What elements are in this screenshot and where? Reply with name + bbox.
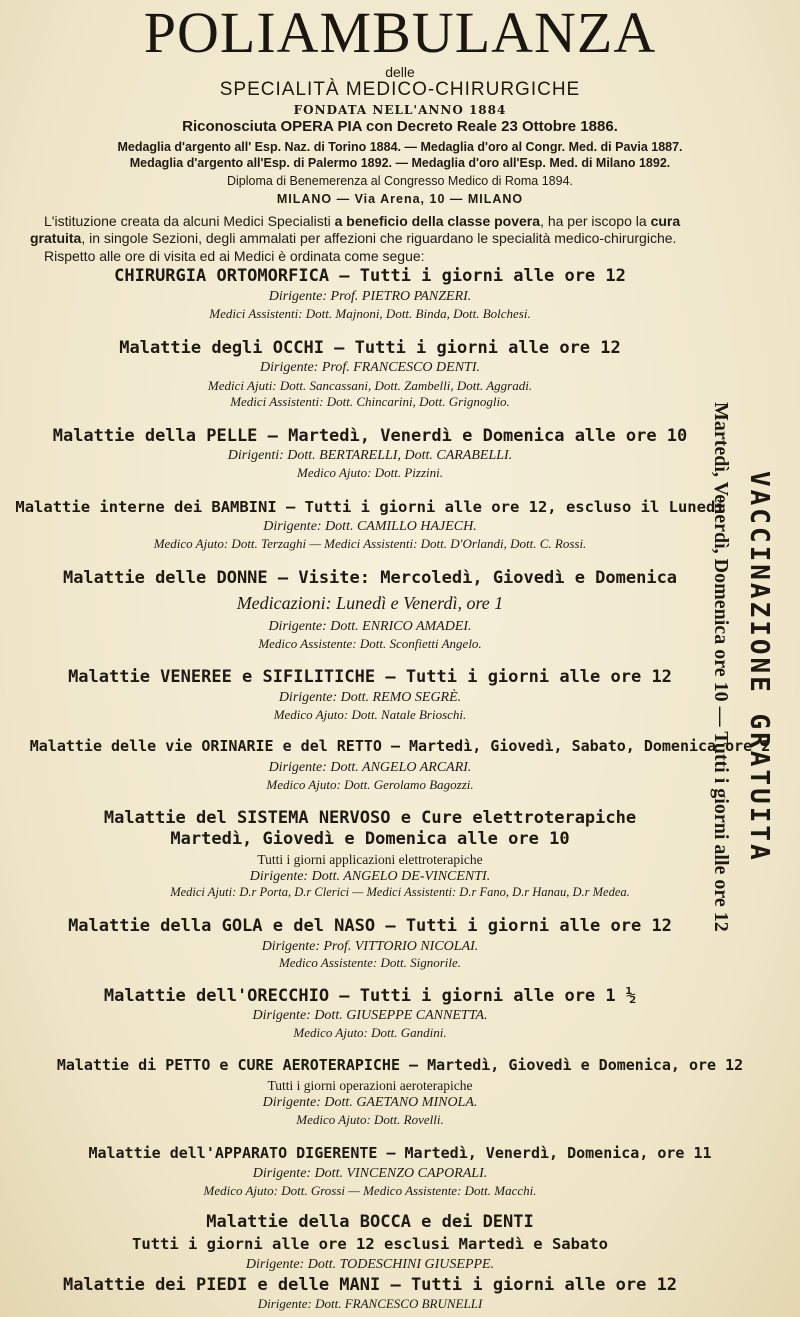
dept-director: Dirigente: Dott. GAETANO MINOLA. bbox=[262, 1095, 478, 1110]
dept-staff: Medici Assistenti: Dott. Majnoni, Dott. Binda, Dott. Bolchesi. bbox=[209, 306, 531, 321]
dept-heading: Malattie delle vie ORINARIE e del RETTO — Martedì, Giovedì, Sabato, Domenica ore 2 bbox=[29, 737, 771, 755]
dept-director: Dirigente: Dott. FRANCESCO BRUNELLI bbox=[257, 1296, 483, 1311]
recognition-line: Riconosciuta OPERA PIA con Decreto Reale 23 Ottobre 1886. bbox=[182, 118, 618, 135]
dept-staff: Medico Assistente: Dott. Sconfietti Angelo. bbox=[258, 636, 482, 651]
vaccination-banner-schedule: Martedì, Venerdì, Domenica ore 10 — Tutti i giorni alle ore 12 bbox=[710, 402, 732, 932]
dept-heading-secondary: Tutti i giorni alle ore 12 esclusi Martedì e Sabato bbox=[132, 1235, 608, 1253]
page-subtitle: SPECIALITÀ MEDICO-CHIRURGICHE bbox=[219, 79, 581, 100]
dept-heading: Malattie della BOCCA e dei DENTI bbox=[206, 1212, 534, 1232]
dept-staff: Medici Assistenti: Dott. Chincarini, Dott. Grignoglio. bbox=[230, 394, 510, 409]
vaccination-banner-title: VACCINAZIONE GRATUITA bbox=[744, 471, 774, 863]
dept-heading-secondary: Martedì, Giovedì e Domenica alle ore 10 bbox=[170, 829, 570, 849]
dept-heading: Malattie della PELLE — Martedì, Venerdì e Domenica alle ore 10 bbox=[52, 426, 688, 446]
dept-heading: Malattie del SISTEMA NERVOSO e Cure elettroterapiche bbox=[103, 808, 637, 828]
dept-director: Dirigenti: Dott. BERTARELLI, Dott. CARABELLI. bbox=[227, 448, 513, 463]
dept-note: Tutti i giorni operazioni aeroterapiche bbox=[267, 1078, 473, 1093]
dept-note: Tutti i giorni applicazioni elettroterapiche bbox=[257, 852, 483, 867]
dept-heading: Malattie dell'APPARATO DIGERENTE — Martedì, Venerdì, Domenica, ore 11 bbox=[88, 1144, 712, 1162]
dept-heading: Malattie delle DONNE — Visite: Mercoledì, Giovedì e Domenica bbox=[62, 568, 678, 588]
title-connector: delle bbox=[385, 64, 415, 80]
medals-line-2: Medaglia d'argento all'Esp. di Palermo 1892. — Medaglia d'oro all'Esp. Med. di Milano 1892. bbox=[129, 156, 671, 170]
dept-staff: Medico Assistente: Dott. Signorile. bbox=[278, 955, 462, 970]
dept-director: Dirigente: Dott. TODESCHINI GIUSEPPE. bbox=[245, 1257, 495, 1272]
dept-director: Dirigente: Dott. ENRICO AMADEI. bbox=[268, 619, 472, 634]
intro-paragraph bbox=[30, 213, 730, 247]
dept-heading: Malattie degli OCCHI — Tutti i giorni alle ore 12 bbox=[119, 338, 621, 358]
dept-heading: Malattie dell'ORECCHIO — Tutti i giorni alle ore 1 ½ bbox=[103, 986, 637, 1006]
dept-staff: Medici Ajuti: Dott. Sancassani, Dott. Zambelli, Dott. Aggradi. bbox=[207, 378, 533, 393]
dept-director: Dirigente: Dott. ANGELO ARCARI. bbox=[268, 760, 472, 775]
intro-emphasis: cura gratuita bbox=[30, 213, 681, 246]
dept-director: Dirigente: Dott. ANGELO DE-VINCENTI. bbox=[249, 869, 491, 884]
intro-emphasis: a beneficio della classe povera bbox=[334, 213, 541, 229]
dept-staff: Medico Ajuto: Dott. Gandini. bbox=[293, 1025, 447, 1040]
dept-staff: Medico Ajuto: Dott. Natale Brioschi. bbox=[273, 707, 467, 722]
dept-director: Dirigente: Prof. PIETRO PANZERI. bbox=[268, 289, 472, 304]
intro-text: , ha per iscopo la bbox=[540, 213, 651, 229]
intro-text: L'istituzione creata da alcuni Medici Specialisti bbox=[44, 213, 335, 229]
dept-heading: CHIRURGIA ORTOMORFICA — Tutti i giorni alle ore 12 bbox=[114, 266, 626, 286]
dept-director: Dirigente: Dott. GIUSEPPE CANNETTA. bbox=[252, 1008, 488, 1023]
dept-heading: Malattie VENEREE e SIFILITICHE — Tutti i giorni alle ore 12 bbox=[68, 667, 672, 687]
dept-heading: Malattie della GOLA e del NASO — Tutti i giorni alle ore 12 bbox=[68, 916, 672, 936]
dept-staff: Medico Ajuto: Dott. Terzaghi — Medici Assistenti: Dott. D'Orlandi, Dott. C. Rossi. bbox=[153, 536, 587, 551]
dept-staff: Medico Ajuto: Dott. Rovelli. bbox=[296, 1112, 444, 1127]
dept-heading: Malattie interne dei BAMBINI — Tutti i giorni alle ore 12, escluso il Lunedì bbox=[15, 498, 725, 516]
dept-director: Dirigente: Dott. REMO SEGRÈ. bbox=[278, 690, 462, 705]
dept-staff: Medico Ajuto: Dott. Pizzini. bbox=[297, 465, 443, 480]
medals-line-1: Medaglia d'argento all' Esp. Naz. di Torino 1884. — Medaglia d'oro al Congr. Med. di Pavia 1887. bbox=[117, 140, 683, 154]
founding-line: FONDATA NELL'ANNO 1884 bbox=[293, 103, 507, 117]
page-title: POLIAMBULANZA bbox=[143, 0, 657, 65]
dept-director: Dirigente: Dott. VINCENZO CAPORALI. bbox=[252, 1166, 488, 1181]
schedule-intro: Rispetto alle ore di visita ed ai Medici è ordinata come segue: bbox=[44, 248, 425, 264]
dept-heading: Malattie dei PIEDI e delle MANI — Tutti i giorni alle ore 12 bbox=[62, 1275, 678, 1295]
address-line: MILANO — Via Arena, 10 — MILANO bbox=[276, 192, 524, 206]
dept-director: Dirigente: Dott. CAMILLO HAJECH. bbox=[263, 519, 477, 534]
dept-staff: Medici Ajuti: D.r Porta, D.r Clerici — Medici Assistenti: D.r Fano, D.r Hanau, D.r Medea. bbox=[170, 885, 630, 899]
dept-heading: Malattie di PETTO e CURE AEROTERAPICHE — Martedì, Giovedì e Domenica, ore 12 bbox=[56, 1056, 744, 1074]
dept-director: Dirigente: Prof. FRANCESCO DENTI. bbox=[260, 360, 480, 375]
intro-text: , in singole Sezioni, degli ammalati per affezioni che riguardano le specialità medico-chirurgiche. bbox=[81, 230, 677, 246]
diploma-line: Diploma di Benemerenza al Congresso Medico di Roma 1894. bbox=[226, 174, 573, 188]
dept-director: Dirigente: Prof. VITTORIO NICOLAI. bbox=[261, 939, 479, 954]
dept-staff: Medico Ajuto: Dott. Grossi — Medico Assistente: Dott. Macchi. bbox=[203, 1183, 537, 1198]
dept-heading-secondary: Medicazioni: Lunedì e Venerdì, ore 1 bbox=[236, 593, 504, 613]
dept-staff: Medico Ajuto: Dott. Gerolamo Bagozzi. bbox=[266, 777, 474, 792]
